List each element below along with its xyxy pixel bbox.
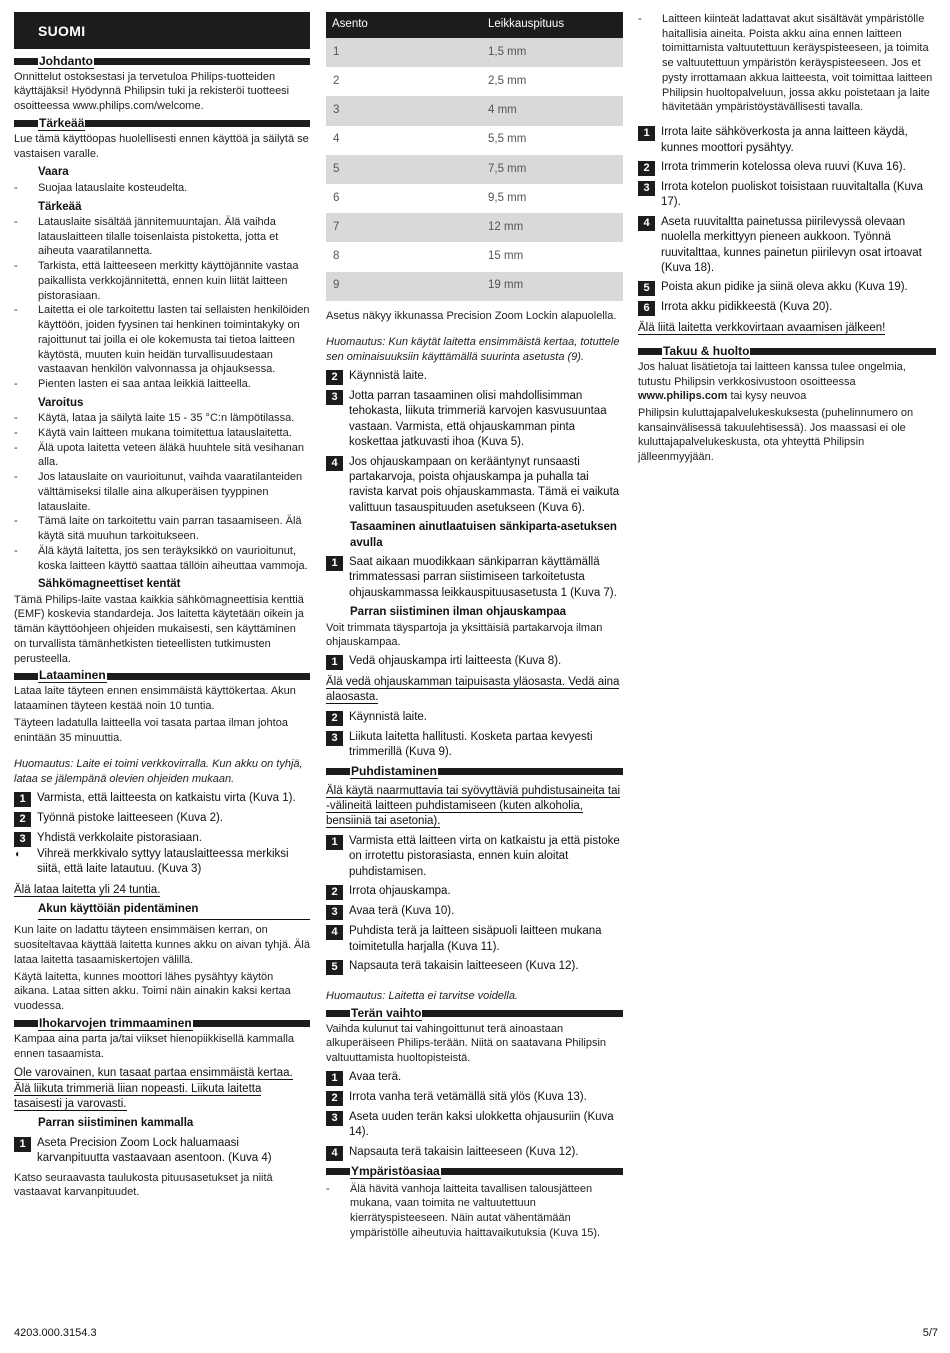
- step-item: 1 Saat aikaan muodikkaan sänkiparran käyttämällä trimmatessasi parran siistimiseen tarkoitetusta ohjauskammassa leikkauspituusasetusta 1 (Kuva 7).: [326, 555, 623, 601]
- trimming-warning: Ole varovainen, kun tasaat partaa ensimmäistä kertaa. Älä liikuta trimmeriä liian nopeasti. Liikuta laitetta tasaisesti ja varovasti.: [14, 1067, 293, 1111]
- result-arrow-icon: ◖: [14, 848, 21, 860]
- guarantee-text: Philipsin kuluttajapalvelukeskuksesta (puhelinnumero on kansainvälisessä takuulehtisessä). Jos maassasi ei ole kuluttajapalvelukeskusta, ota yhteyttä Philipsin jälleenmyyjään.: [638, 407, 914, 464]
- table-row: 8 15 mm: [333, 250, 524, 263]
- list-item: - Älä hävitä vanhoja laitteita tavallisen talousjätteen mukana, vaan toimita ne valtuutettuun kierrätyspisteeseen. Näin autat vähentämään ympäristölle aiheutuvia haittavaikutuksia (Kuva 15).: [326, 1182, 601, 1239]
- step-item: 1 Aseta Precision Zoom Lock haluamaasi karvanpituutta vastaavaan asentoon. (Kuva 4): [14, 1136, 310, 1167]
- no-comb-warning: Älä vedä ohjauskamman taipuisasta yläosasta. Vedä aina alaosasta.: [326, 676, 620, 704]
- no-comb-text: Voit trimmata täyspartoja ja yksittäisiä partakarvoja ilman ohjauskampaa.: [326, 621, 603, 649]
- charging-text: Täyteen ladatulla laitteella voi tasata partaa ilman johtoa enintään 35 minuuttia.: [14, 716, 288, 744]
- step-item: 3 Liikuta laitetta hallitusti. Kosketa partaa kevyesti trimmerillä (Kuva 9).: [326, 730, 623, 761]
- comb-text: Katso seuraavasta taulukosta pituusasetukset ja niitä vastaavat karvanpituudet.: [14, 1171, 273, 1199]
- danger-heading: Vaara: [38, 166, 69, 179]
- list-item: - Laitetta ei ole tarkoitettu lasten tai sellaisten henkilöiden käyttöön, joiden fyysinen tai henkinen toimintakyky on rajoittunut tai joilla ei ole kokemusta tai tietoa laitteen käytöstä, muuten kuin heidän turvallisuudestaan vastaavan henkilön valvonnassa ja ohjauksessa.: [14, 304, 310, 376]
- step-item: 1 Avaa terä.: [326, 1070, 623, 1086]
- battery-life-heading: Akun käyttöiän pidentäminen: [38, 902, 310, 920]
- column-header: Leikkauspituus: [481, 12, 623, 38]
- intro-heading: Johdanto: [14, 55, 310, 69]
- column-header: Asento: [326, 12, 481, 38]
- list-item: - Tarkista, että laitteeseen merkitty käyttöjännite vastaa paikallista verkkojännitettä, ennen kuin liität laitteen pistorasiaan.: [14, 260, 299, 302]
- step-item: 3 Yhdistä verkkolaite pistorasiaan.: [14, 831, 310, 847]
- step-item: 1 Vedä ohjauskampa irti laitteesta (Kuva 8).: [326, 654, 623, 670]
- list-item: - Käytä vain laitteen mukana toimitettua latauslaitetta.: [14, 426, 292, 439]
- battery-text: Käytä laitetta, kunnes moottori lähes pysähtyy käytön aikana. Lataa sitten akku. Toimi näin ainakin kaksi kertaa vuodessa.: [14, 970, 291, 1013]
- list-item: - Latauslaite sisältää jännitemuuntajan. Älä vaihda latauslaitteen tilalle toisenlaista pistoketta, jotta et aiheuta vaaratilannetta.: [14, 215, 279, 258]
- environment-heading: Ympäristöasiaa: [326, 1165, 623, 1179]
- step-item: 3 Avaa terä (Kuva 10).: [326, 904, 623, 920]
- charging-heading: Lataaminen: [14, 669, 310, 683]
- table-row: 4 5,5 mm: [333, 133, 527, 146]
- step-item: 5 Napsauta terä takaisin laitteeseen (Kuva 12).: [326, 959, 623, 975]
- replace-text: Vaihda kulunut tai vahingoittunut terä ainoastaan alkuperäiseen Philips-terään. Niitä on saatavana Philipsin valtuuttamista huoltopisteistä.: [326, 1022, 607, 1065]
- table-row: 1 1,5 mm: [326, 38, 623, 67]
- step-item: 6 Irrota akku pidikkeestä (Kuva 20).: [638, 300, 936, 316]
- step-item: 2 Irrota vanha terä vetämällä sitä ylös (Kuva 13).: [326, 1090, 623, 1106]
- trimming-text: Kampaa aina parta ja/tai viikset hienopiikkisellä kammalla ennen tasaamista.: [14, 1032, 295, 1060]
- step-item: 4 Napsauta terä takaisin laitteeseen (Kuva 12).: [326, 1145, 623, 1161]
- stubble-heading: Tasaaminen ainutlaatuisen sänkiparta-asetuksen avulla: [350, 521, 617, 549]
- column-3: [638, 12, 936, 467]
- list-item: - Laitteen kiinteät ladattavat akut sisältävät ympäristölle haitallisia aineita. Poista akku aina ennen laitteen toimittamista valtuutettuun keräyspisteeseen, ja toimita se valtuutettuun ympäristön keräyspisteeseen. Jos et pysty irrottamaan akkua laitteesta, voit toimittaa laitteen Philipsin huoltopalveluun, jossa akku poistetaan ja laite hävitetään ympäristöystävällisesti tavalla.: [638, 13, 933, 114]
- step-item: 3 Irrota kotelon puoliskot toisistaan ruuvitaltalla (Kuva 17).: [638, 180, 936, 211]
- step-item: 1 Varmista, että laitteesta on katkaistu virta (Kuva 1).: [14, 791, 310, 807]
- list-item: - Pienten lasten ei saa antaa leikkiä laitteella.: [14, 378, 251, 391]
- list-item: - Suojaa latauslaite kosteudelta.: [14, 181, 188, 194]
- list-item: - Jos latauslaite on vaurioitunut, vaihda vaaratilanteiden välttämiseksi tilalle aina alkuperäisen tyyppinen latauslaite.: [14, 471, 303, 513]
- emf-heading: Sähkömagneettiset kentät: [38, 578, 181, 591]
- step-item: 4 Jos ohjauskampaan on kerääntynyt runsaasti partakarvoja, poista ohjauskampa ja puhalla tai ravista karvat pois ohjauskammasta. Tämä ei vaikuta valittuun tasauspituuden asetukseen (Kuva 6).: [326, 455, 623, 517]
- table-row: 5 7,5 mm: [326, 155, 623, 184]
- comb-heading: Parran siistiminen kammalla: [38, 1117, 194, 1130]
- step-item: 1 Irrota laite sähköverkosta ja anna laitteen käydä, kunnes moottori pysähtyy.: [638, 125, 936, 156]
- caution-heading: Varoitus: [38, 396, 84, 409]
- intro-text: Onnittelut ostoksestasi ja tervetuloa Philips-tuotteiden käyttäjäksi! Hyödynnä Philipsin tuki ja rekisteröi tuotteesi osoitteessa www.philips.com/welcome.: [14, 70, 290, 113]
- philips-link[interactable]: www.philips.com: [638, 390, 728, 403]
- cleaning-warning: Älä käytä naarmuttavia tai syövyttäviä puhdistusaineita tai -välineitä laitteen puhdistamiseen (kuten alkoholia, bensiiniä tai asetonia).: [326, 784, 621, 828]
- table-caption: Asetus näkyy ikkunassa Precision Zoom Lockin alapuolella.: [326, 309, 617, 322]
- guarantee-text: Jos haluat lisätietoja tai laitteen kanssa tulee ongelmia, tutustu Philipsin verkkosivustoon osoitteessa www.philips.com tai kysy neuvoa: [638, 360, 906, 403]
- step-item: 2 Irrota ohjauskampa.: [326, 884, 623, 900]
- no-comb-heading: Parran siistiminen ilman ohjauskampaa: [350, 606, 567, 619]
- step-item: 2 Työnnä pistoke laitteeseen (Kuva 2).: [14, 811, 310, 827]
- step-item: 3 Aseta uuden terän kaksi ulokketta ohjausuriin (Kuva 14).: [326, 1110, 623, 1141]
- charging-warning: Älä lataa laitetta yli 24 tuntia.: [14, 883, 161, 896]
- replace-heading: Terän vaihto: [326, 1007, 623, 1021]
- table-header-row: [326, 12, 623, 38]
- important-heading: Tärkeää: [14, 117, 310, 131]
- step-item: 2 Käynnistä laite.: [326, 369, 623, 385]
- charging-text: Lataa laite täyteen ennen ensimmäistä käyttökertaa. Akun lataaminen täyteen kestää noin 10 tuntia.: [14, 685, 296, 713]
- battery-text: Kun laite on ladattu täyteen ensimmäisen kerran, on suositeltavaa käyttää laitetta kunnes akku on aivan tyhjä. Älä lataa laitetta tasaamiskertojen välillä.: [14, 924, 310, 966]
- step-item: 3 Jotta parran tasaaminen olisi mahdollisimman tehokasta, liikuta trimmeriä karvojen kasvusuuntaa vastaan. Varmista, että ohjauskamman pinta koskettaa jatkuvasti ihoa (Kuva 5).: [326, 389, 623, 451]
- list-item: - Älä upota laitetta veteen äläkä huuhtele sitä vesihanan alla.: [14, 441, 305, 469]
- table-row: 9 19 mm: [326, 272, 623, 301]
- step-item: 4 Aseta ruuvitaltta painetussa piirilevyssä olevaan nuolella merkittyyn pieneen aukkoon. Työnnä ruuvitalttaa, kunnes painetun piirilevyn osat irtoavat (Kuva 18).: [638, 215, 936, 277]
- battery-warning: Älä liitä laitetta verkkovirtaan avaamisen jälkeen!: [638, 322, 886, 335]
- step-item: 4 Puhdista terä ja laitteen sisäpuoli laitteen mukana toimitetulla harjalla (Kuva 11).: [326, 924, 623, 955]
- list-item: - Käytä, lataa ja säilytä laite 15 - 35 °C:n lämpötilassa.: [14, 412, 295, 425]
- column-1: [14, 12, 310, 1202]
- table-row: 2 2,5 mm: [333, 75, 527, 88]
- first-use-note: Huomautus: Kun käytät laitetta ensimmäistä kertaa, totuttele sen ominaisuuksiin käyttämällä suurinta asetusta (9).: [326, 336, 620, 364]
- table-row: 6 9,5 mm: [333, 191, 527, 204]
- language-banner: SUOMI: [14, 12, 310, 49]
- step-result: ◖ Vihreä merkkivalo syttyy latauslaitteessa merkiksi siitä, että laite latautuu. (Kuva 3): [14, 847, 310, 878]
- page-number: 5/7: [922, 1327, 938, 1340]
- step-item: 5 Poista akun pidike ja siinä oleva akku (Kuva 19).: [638, 280, 936, 296]
- list-item: - Älä käytä laitetta, jos sen teräyksikkö on vaurioitunut, koska laitteen käyttö saattaa tällöin aiheuttaa vammoja.: [14, 544, 308, 572]
- list-item: - Tämä laite on tarkoitettu vain parran tasaamiseen. Älä käytä sitä muuhun tarkoitukseen.: [14, 515, 302, 543]
- cleaning-heading: Puhdistaminen: [326, 765, 623, 779]
- emf-text: Tämä Philips-laite vastaa kaikkia sähkömagneettisia kenttiä (EMF) koskevia standardeja. Jos laitetta käytetään oikein ja tämän käyttöohjeen ohjeiden mukaisesti, sen käyttäminen on turvallista tämänhetkisten tieteellisten tutkimusten perusteella.: [14, 593, 304, 665]
- trimming-heading: Ihokarvojen trimmaaminen: [14, 1017, 310, 1031]
- important-text: Lue tämä käyttöopas huolellisesti ennen käyttöä ja säilytä se vastaisen varalle.: [14, 132, 309, 160]
- step-item: 2 Irrota trimmerin kotelossa oleva ruuvi (Kuva 16).: [638, 160, 936, 176]
- step-item: 2 Käynnistä laite.: [326, 710, 623, 726]
- table-row: 7 12 mm: [326, 213, 623, 242]
- table-row: 3 4 mm: [326, 96, 623, 125]
- step-item: 1 Varmista että laitteen virta on katkaistu ja että pistoke on irrotettu pistorasiasta, ennen kuin aloitat puhdistamisen.: [326, 834, 623, 880]
- document-number: 4203.000.3154.3: [14, 1327, 97, 1340]
- guarantee-heading: Takuu & huolto: [638, 345, 936, 359]
- column-2: [326, 12, 623, 1241]
- charging-note: Huomautus: Laite ei toimi verkkovirralla. Kun akku on tyhjä, lataa se jälempänä olevien ohjeiden mukaan.: [14, 758, 303, 786]
- important-subheading: Tärkeää: [38, 200, 82, 213]
- cleaning-note: Huomautus: Laitetta ei tarvitse voidella.: [326, 989, 518, 1002]
- length-settings-table: [326, 12, 623, 301]
